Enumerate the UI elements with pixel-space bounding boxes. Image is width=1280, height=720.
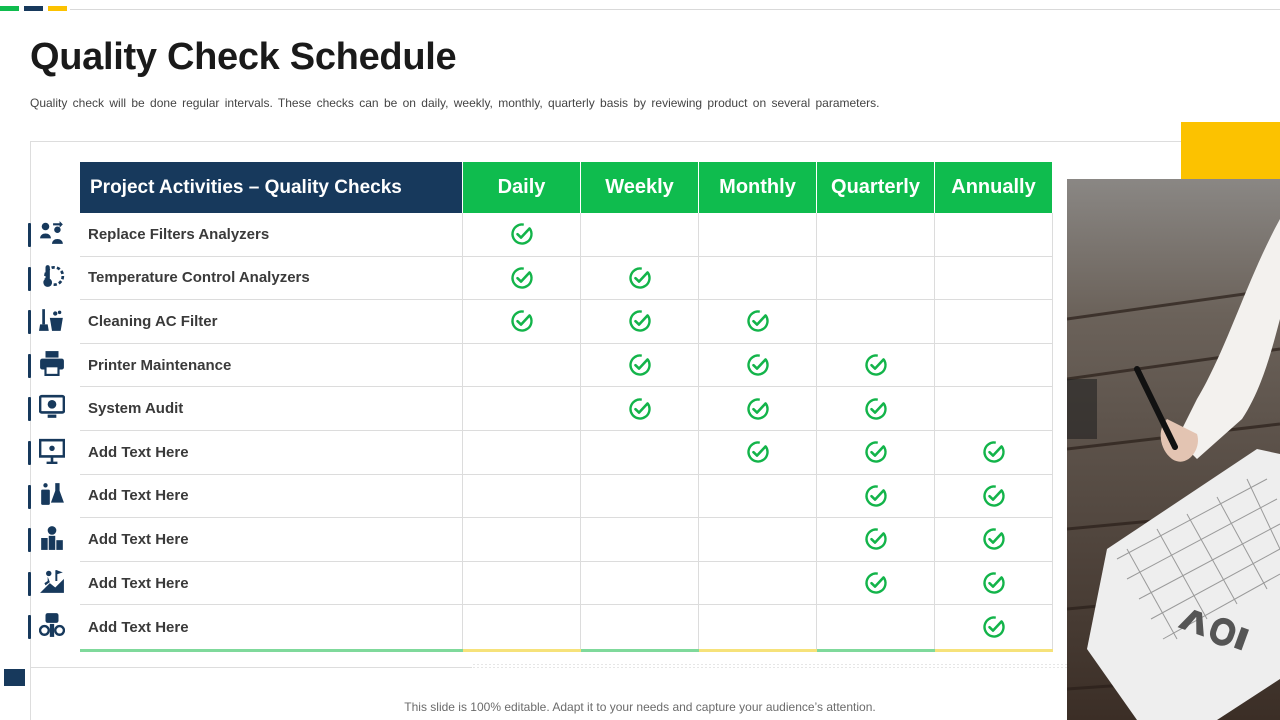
- check-circle-icon: [864, 484, 888, 508]
- row-tick-mark: [28, 310, 31, 334]
- cell-weekly: [581, 518, 699, 561]
- check-circle-icon: [510, 309, 534, 333]
- check-circle-icon: [864, 571, 888, 595]
- cell-quarterly: [817, 213, 935, 256]
- check-circle-icon: [982, 484, 1006, 508]
- cell-daily: [463, 300, 581, 343]
- check-circle-icon: [982, 615, 1006, 639]
- row-tick-mark: [28, 485, 31, 509]
- cell-monthly: [699, 387, 817, 430]
- slide-footer: This slide is 100% editable. Adapt it to your needs and capture your audience’s attention.: [404, 700, 876, 714]
- frame-bottom-line: [30, 667, 472, 668]
- header-monthly: Monthly: [699, 162, 816, 213]
- row-icon-item: [28, 482, 70, 512]
- check-circle-icon: [628, 397, 652, 421]
- climber-flag-icon: [39, 568, 65, 599]
- cell-quarterly: [817, 300, 935, 343]
- cell-weekly: [581, 213, 699, 256]
- header-quarterly: Quarterly: [817, 162, 934, 213]
- cell-daily: [463, 213, 581, 256]
- row-tick-mark: [28, 528, 31, 552]
- cell-weekly: [581, 605, 699, 649]
- cell-quarterly: [817, 431, 935, 474]
- header-activities: Project Activities – Quality Checks: [80, 162, 462, 213]
- cell-daily: [463, 387, 581, 430]
- cell-annually: [935, 387, 1053, 430]
- cell-annually: [935, 257, 1053, 300]
- table-row: [80, 475, 1053, 519]
- accent-green: [0, 6, 19, 11]
- yellow-accent-block: [1181, 122, 1280, 179]
- table-row: [80, 213, 1053, 257]
- cell-quarterly: [817, 562, 935, 605]
- cell-weekly: [581, 344, 699, 387]
- header-weekly: Weekly: [581, 162, 698, 213]
- calendar-photo: [1067, 179, 1280, 720]
- check-circle-icon: [510, 222, 534, 246]
- check-circle-icon: [864, 353, 888, 377]
- check-circle-icon: [746, 440, 770, 464]
- row-icon-item: [28, 612, 70, 642]
- check-circle-icon: [628, 353, 652, 377]
- activity-label: Printer Maintenance: [80, 344, 463, 387]
- row-icon-item: [28, 264, 70, 294]
- row-tick-mark: [28, 354, 31, 378]
- table-row: [80, 300, 1053, 344]
- row-tick-mark: [28, 572, 31, 596]
- activity-label: Replace Filters Analyzers: [80, 213, 463, 256]
- header-daily: Daily: [463, 162, 580, 213]
- slide-subtitle: Quality check will be done regular intervals. These checks can be on daily, weekly, monthly, quarterly basis by reviewing product on several parameters.: [30, 96, 880, 110]
- row-icon-item: [28, 525, 70, 555]
- table-row: [80, 518, 1053, 562]
- cell-weekly: [581, 431, 699, 474]
- check-circle-icon: [746, 309, 770, 333]
- top-rule: [70, 9, 1280, 10]
- cell-quarterly: [817, 387, 935, 430]
- row-icon-item: [28, 569, 70, 599]
- cell-monthly: [699, 605, 817, 649]
- check-circle-icon: [982, 571, 1006, 595]
- cell-daily: [463, 562, 581, 605]
- cell-weekly: [581, 475, 699, 518]
- quality-check-table: [80, 162, 1053, 652]
- header-annually: Annually: [935, 162, 1052, 213]
- accent-yellow: [48, 6, 67, 11]
- check-circle-icon: [982, 527, 1006, 551]
- robot-hand-icon: [39, 612, 65, 643]
- cell-weekly: [581, 257, 699, 300]
- cell-monthly: [699, 475, 817, 518]
- check-circle-icon: [864, 527, 888, 551]
- cell-monthly: [699, 213, 817, 256]
- cell-annually: [935, 605, 1053, 649]
- cell-monthly: [699, 431, 817, 474]
- dollar-building-icon: [39, 525, 65, 556]
- cell-weekly: [581, 387, 699, 430]
- table-bottom-line: [80, 649, 1053, 652]
- check-circle-icon: [628, 266, 652, 290]
- cell-quarterly: [817, 344, 935, 387]
- table-body: [80, 213, 1053, 649]
- cell-monthly: [699, 562, 817, 605]
- cell-quarterly: [817, 257, 935, 300]
- row-tick-mark: [28, 615, 31, 639]
- check-circle-icon: [628, 309, 652, 333]
- activity-label: Cleaning AC Filter: [80, 300, 463, 343]
- frame-top-line: [30, 141, 1190, 142]
- activity-label: Add Text Here: [80, 431, 463, 474]
- cell-annually: [935, 213, 1053, 256]
- cell-monthly: [699, 344, 817, 387]
- check-circle-icon: [982, 440, 1006, 464]
- people-exchange-icon: [39, 220, 65, 251]
- activity-label: Add Text Here: [80, 605, 463, 649]
- thermometer-gear-icon: [39, 263, 65, 294]
- presentation-board-icon: [39, 438, 65, 469]
- computer-gear-icon: [39, 394, 65, 425]
- row-tick-mark: [28, 223, 31, 247]
- cell-weekly: [581, 562, 699, 605]
- cell-quarterly: [817, 605, 935, 649]
- row-icon-item: [28, 307, 70, 337]
- cell-quarterly: [817, 518, 935, 561]
- activity-label: Add Text Here: [80, 475, 463, 518]
- check-circle-icon: [864, 397, 888, 421]
- slide-title: Quality Check Schedule: [30, 36, 457, 78]
- check-circle-icon: [510, 266, 534, 290]
- cell-annually: [935, 562, 1053, 605]
- table-row: [80, 344, 1053, 388]
- row-icon-item: [28, 394, 70, 424]
- cell-monthly: [699, 300, 817, 343]
- cell-annually: [935, 518, 1053, 561]
- dotted-divider: [472, 663, 1067, 669]
- cell-daily: [463, 431, 581, 474]
- table-row: [80, 605, 1053, 649]
- cell-daily: [463, 257, 581, 300]
- activity-label: Add Text Here: [80, 518, 463, 561]
- navy-corner-square: [4, 669, 25, 686]
- printer-icon: [39, 350, 65, 381]
- row-icon-item: [28, 438, 70, 468]
- table-row: [80, 431, 1053, 475]
- cell-daily: [463, 518, 581, 561]
- cell-monthly: [699, 257, 817, 300]
- cell-monthly: [699, 518, 817, 561]
- table-row: [80, 257, 1053, 301]
- cell-annually: [935, 431, 1053, 474]
- check-circle-icon: [746, 397, 770, 421]
- cell-annually: [935, 300, 1053, 343]
- cell-daily: [463, 475, 581, 518]
- cell-weekly: [581, 300, 699, 343]
- cell-annually: [935, 344, 1053, 387]
- table-row: [80, 562, 1053, 606]
- activity-label: Add Text Here: [80, 562, 463, 605]
- activity-label: Temperature Control Analyzers: [80, 257, 463, 300]
- table-header: [80, 162, 1053, 213]
- row-tick-mark: [28, 441, 31, 465]
- check-circle-icon: [746, 353, 770, 377]
- row-icon-item: [28, 220, 70, 250]
- row-icon-item: [28, 351, 70, 381]
- check-circle-icon: [864, 440, 888, 464]
- row-tick-mark: [28, 397, 31, 421]
- cell-annually: [935, 475, 1053, 518]
- cell-daily: [463, 605, 581, 649]
- accent-navy: [24, 6, 43, 11]
- table-row: [80, 387, 1053, 431]
- activity-label: System Audit: [80, 387, 463, 430]
- row-tick-mark: [28, 267, 31, 291]
- cell-quarterly: [817, 475, 935, 518]
- cell-daily: [463, 344, 581, 387]
- lab-flask-icon: [39, 481, 65, 512]
- cleaning-bucket-icon: [39, 307, 65, 338]
